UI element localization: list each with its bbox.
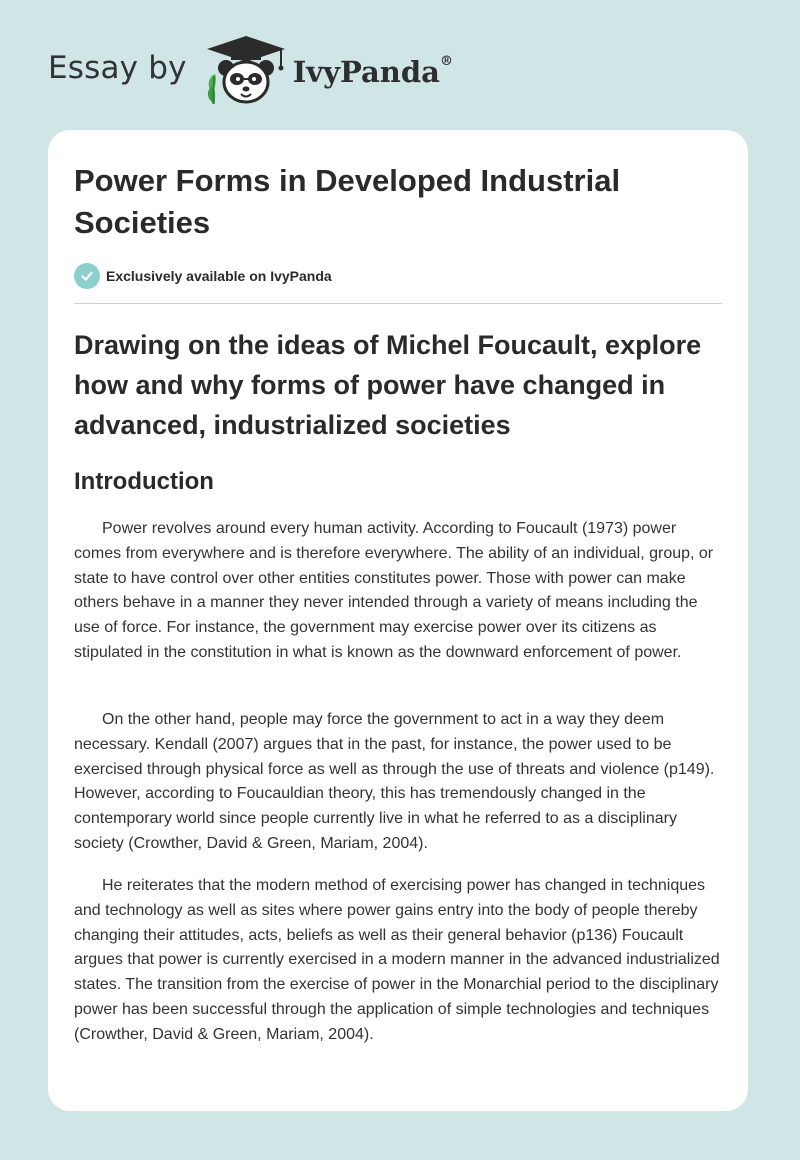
check-icon <box>74 263 100 289</box>
article-card <box>48 130 748 1111</box>
section-heading-introduction: Introduction <box>74 468 214 495</box>
paragraph: Power revolves around every human activity. According to Foucault (1973) power comes from everywhere and is therefore everywhere. The ability of an individual, group, or state to have control over other entities constitutes power. Those with power can make others behave in a manner they never intended through a variety of means including the use of force. For instance, the government may exercise power over its citizens as stipulated in the constitution in what is known as the downward enforcement of power. <box>74 520 714 661</box>
divider <box>74 303 722 304</box>
article-title: Power Forms in Developed Industrial Societies <box>74 163 621 240</box>
essay-prompt: Drawing on the ideas of Michel Foucault, explore how and why forms of power have changed in advanced, industrialized societies <box>74 330 702 440</box>
exclusive-badge <box>74 263 332 289</box>
panda-graduate-icon[interactable] <box>201 34 291 106</box>
exclusive-badge-text: Exclusively available on IvyPanda <box>106 268 332 284</box>
brand-name[interactable]: IvyPanda® <box>292 54 453 89</box>
site-header <box>48 34 453 106</box>
essay-by-label: Essay by <box>48 50 187 86</box>
paragraph: On the other hand, people may force the government to act in a way they deem necessary. Kendall (2007) argues that in the past, for instance, the power used to be exercised through physical force as well as through the use of threats and violence (p149). However, according to Foucauldian theory, this has tremendously changed in the contemporary world since people currently live in what he referred to as a disciplinary society (Crowther, David & Green, Mariam, 2004). <box>74 711 715 852</box>
registered-mark: ® <box>439 54 453 70</box>
paragraph: He reiterates that the modern method of exercising power has changed in techniques and technology as well as sites where power gains entry into the body of people thereby changing their attitudes, acts, beliefs as well as their general behavior (p136) Foucault argues that power is currently exercised in a modern manner in the advanced industrialized states. The transition from the exercise of power in the Monarchial period to the disciplinary power has been successful through the application of simple technologies and techniques (Crowther, David & Green, Mariam, 2004). <box>74 877 720 1043</box>
